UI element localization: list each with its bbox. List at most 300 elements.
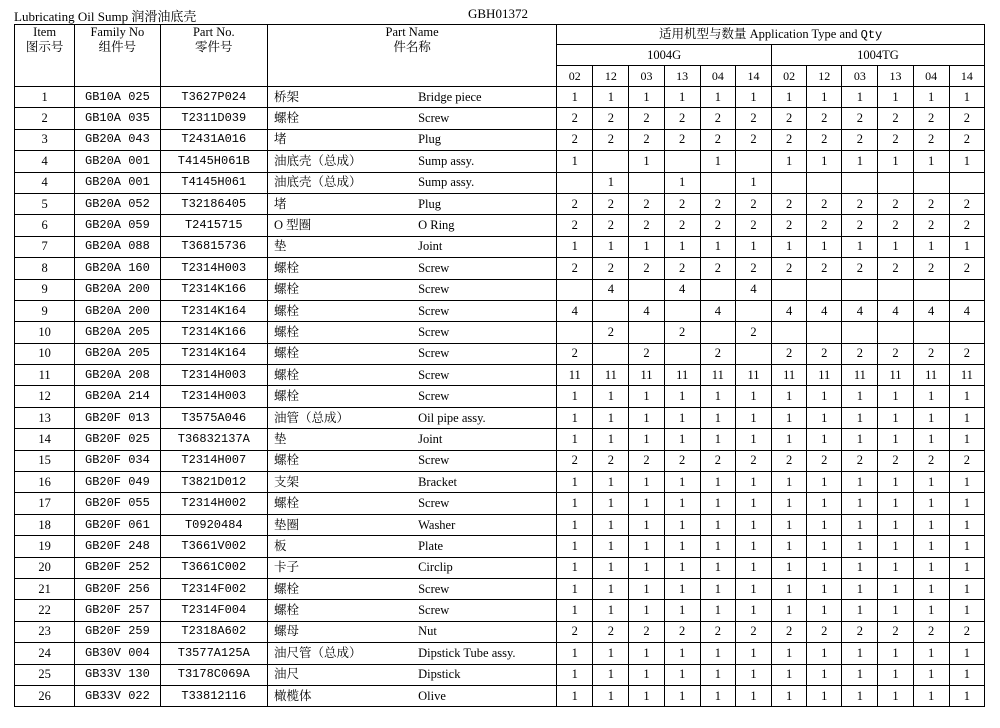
quantity-cell: 1 <box>949 514 984 535</box>
quantity-cell: 4 <box>913 300 949 321</box>
part-number: T2314H003 <box>160 365 267 386</box>
part-name-cn: 螺栓 <box>268 322 413 343</box>
family-header-cn: 组件号 <box>98 40 137 54</box>
quantity-cell: 1 <box>557 685 593 706</box>
part-number: T2314K166 <box>160 322 267 343</box>
item-number: 10 <box>15 322 75 343</box>
item-number: 9 <box>15 300 75 321</box>
part-name-cn: 螺栓 <box>268 578 413 599</box>
part-name-cn: 螺栓 <box>268 493 413 514</box>
quantity-cell: 1 <box>700 429 735 450</box>
quantity-cell: 4 <box>807 300 842 321</box>
quantity-cell: 2 <box>700 621 735 642</box>
part-header-en: Part No. <box>192 25 235 39</box>
document-code: GBH01372 <box>468 6 528 21</box>
quantity-cell: 2 <box>913 129 949 150</box>
item-number: 22 <box>15 600 75 621</box>
quantity-cell: 1 <box>949 493 984 514</box>
quantity-cell: 1 <box>878 87 913 108</box>
quantity-cell: 1 <box>807 236 842 257</box>
part-number: T0920484 <box>160 514 267 535</box>
quantity-cell: 1 <box>629 472 664 493</box>
quantity-cell: 1 <box>949 386 984 407</box>
part-name-en: Screw <box>412 578 557 599</box>
quantity-cell: 1 <box>949 87 984 108</box>
quantity-cell: 2 <box>772 108 807 129</box>
item-number: 3 <box>15 129 75 150</box>
quantity-cell <box>629 172 664 193</box>
name-header-cn: 件名称 <box>393 40 431 54</box>
quantity-cell <box>700 279 735 300</box>
quantity-cell: 1 <box>664 600 700 621</box>
quantity-cell: 1 <box>772 600 807 621</box>
quantity-cell: 2 <box>735 258 771 279</box>
quantity-cell: 1 <box>842 643 878 664</box>
part-name-en: Oil pipe assy. <box>412 407 557 428</box>
quantity-cell: 1 <box>735 557 771 578</box>
item-number: 11 <box>15 365 75 386</box>
quantity-cell: 1 <box>629 87 664 108</box>
table-row <box>15 322 985 343</box>
part-name-cn: 螺栓 <box>268 365 413 386</box>
quantity-cell <box>913 279 949 300</box>
table-row <box>15 643 985 664</box>
quantity-cell: 2 <box>949 343 984 364</box>
item-number: 5 <box>15 193 75 214</box>
quantity-cell: 1 <box>807 685 842 706</box>
quantity-cell: 1 <box>878 536 913 557</box>
quantity-cell: 2 <box>842 193 878 214</box>
family-header-en: Family No <box>90 25 145 39</box>
quantity-cell <box>735 151 771 172</box>
quantity-cell: 2 <box>629 193 664 214</box>
quantity-cell: 2 <box>878 129 913 150</box>
quantity-cell: 1 <box>557 472 593 493</box>
part-number: T2314K164 <box>160 343 267 364</box>
part-number: T4145H061B <box>160 151 267 172</box>
sub-column-header: 12 <box>807 66 842 87</box>
quantity-cell: 1 <box>913 407 949 428</box>
quantity-cell: 1 <box>807 514 842 535</box>
quantity-cell: 1 <box>593 557 629 578</box>
part-name-cn: 油底壳（总成） <box>268 172 413 193</box>
part-name-cn: 堵 <box>268 193 413 214</box>
quantity-cell: 1 <box>735 643 771 664</box>
part-name-en: Sump assy. <box>412 172 557 193</box>
quantity-cell: 2 <box>664 450 700 471</box>
part-name-en: Bracket <box>412 472 557 493</box>
quantity-cell: 1 <box>949 600 984 621</box>
item-header <box>15 25 75 87</box>
item-number: 20 <box>15 557 75 578</box>
quantity-cell: 1 <box>772 386 807 407</box>
quantity-cell: 2 <box>664 322 700 343</box>
quantity-cell: 2 <box>735 193 771 214</box>
quantity-cell <box>735 300 771 321</box>
quantity-cell: 4 <box>772 300 807 321</box>
quantity-cell: 2 <box>772 621 807 642</box>
quantity-cell: 11 <box>878 365 913 386</box>
part-name-en: Screw <box>412 279 557 300</box>
quantity-cell: 1 <box>842 429 878 450</box>
quantity-cell: 1 <box>878 514 913 535</box>
item-number: 19 <box>15 536 75 557</box>
quantity-cell <box>593 151 629 172</box>
part-name-en: Screw <box>412 493 557 514</box>
table-row <box>15 578 985 599</box>
application-header-qty: Qty <box>860 27 883 42</box>
part-header <box>160 25 267 87</box>
quantity-cell: 4 <box>949 300 984 321</box>
quantity-cell: 1 <box>772 407 807 428</box>
quantity-cell: 1 <box>557 643 593 664</box>
quantity-cell: 2 <box>629 343 664 364</box>
quantity-cell: 2 <box>664 621 700 642</box>
family-number: GB20A 059 <box>75 215 160 236</box>
family-number: GB20A 200 <box>75 279 160 300</box>
quantity-cell: 1 <box>629 151 664 172</box>
quantity-cell: 1 <box>772 536 807 557</box>
quantity-cell: 2 <box>949 621 984 642</box>
part-number: T2314F002 <box>160 578 267 599</box>
part-name-cn: 螺栓 <box>268 450 413 471</box>
part-number: T3627P024 <box>160 87 267 108</box>
quantity-cell: 2 <box>735 215 771 236</box>
table-row <box>15 450 985 471</box>
table-row <box>15 493 985 514</box>
quantity-cell: 1 <box>913 151 949 172</box>
part-number: T32186405 <box>160 193 267 214</box>
quantity-cell: 1 <box>629 685 664 706</box>
quantity-cell: 2 <box>949 129 984 150</box>
part-name-cn: 油底壳（总成） <box>268 151 413 172</box>
table-row <box>15 472 985 493</box>
part-name-en: Screw <box>412 108 557 129</box>
part-name-en: O Ring <box>412 215 557 236</box>
quantity-cell: 4 <box>664 279 700 300</box>
quantity-cell: 1 <box>772 643 807 664</box>
quantity-cell: 2 <box>593 129 629 150</box>
quantity-cell <box>664 300 700 321</box>
quantity-cell <box>807 172 842 193</box>
quantity-cell: 1 <box>735 236 771 257</box>
part-name-en: Plug <box>412 193 557 214</box>
table-row <box>15 365 985 386</box>
part-name-cn: 垫 <box>268 429 413 450</box>
part-number: T3661V002 <box>160 536 267 557</box>
item-number: 15 <box>15 450 75 471</box>
part-name-en: Olive <box>412 685 557 706</box>
quantity-cell <box>735 343 771 364</box>
quantity-cell: 2 <box>557 129 593 150</box>
quantity-cell: 2 <box>949 193 984 214</box>
group-1004tg-header: 1004TG <box>772 45 985 66</box>
table-row <box>15 129 985 150</box>
family-number: GB20F 256 <box>75 578 160 599</box>
quantity-cell: 1 <box>593 407 629 428</box>
part-name-en: Screw <box>412 386 557 407</box>
table-row <box>15 600 985 621</box>
item-number: 4 <box>15 172 75 193</box>
part-name-cn: 油尺管（总成） <box>268 643 413 664</box>
quantity-cell: 1 <box>735 429 771 450</box>
quantity-cell: 1 <box>878 557 913 578</box>
quantity-cell <box>557 279 593 300</box>
name-header <box>268 25 557 87</box>
part-number: T2314H007 <box>160 450 267 471</box>
quantity-cell: 1 <box>842 685 878 706</box>
quantity-cell: 11 <box>807 365 842 386</box>
item-number: 18 <box>15 514 75 535</box>
quantity-cell: 1 <box>664 643 700 664</box>
quantity-cell: 1 <box>807 664 842 685</box>
quantity-cell: 1 <box>664 664 700 685</box>
quantity-cell: 1 <box>735 600 771 621</box>
part-name-en: Joint <box>412 429 557 450</box>
part-number: T4145H061 <box>160 172 267 193</box>
quantity-cell: 1 <box>557 386 593 407</box>
quantity-cell: 1 <box>949 151 984 172</box>
quantity-cell: 1 <box>735 172 771 193</box>
item-number: 2 <box>15 108 75 129</box>
quantity-cell: 2 <box>772 343 807 364</box>
item-number: 1 <box>15 87 75 108</box>
quantity-cell: 1 <box>913 685 949 706</box>
part-number: T2314H002 <box>160 493 267 514</box>
quantity-cell: 1 <box>913 87 949 108</box>
family-number: GB20A 214 <box>75 386 160 407</box>
quantity-cell: 1 <box>557 514 593 535</box>
quantity-cell: 1 <box>593 643 629 664</box>
quantity-cell: 1 <box>842 514 878 535</box>
quantity-cell: 1 <box>735 685 771 706</box>
part-number: T3178C069A <box>160 664 267 685</box>
quantity-cell: 1 <box>772 514 807 535</box>
quantity-cell: 1 <box>629 664 664 685</box>
quantity-cell: 1 <box>772 493 807 514</box>
family-number: GB20F 252 <box>75 557 160 578</box>
quantity-cell: 2 <box>735 322 771 343</box>
item-number: 14 <box>15 429 75 450</box>
table-row <box>15 514 985 535</box>
quantity-cell: 1 <box>735 407 771 428</box>
family-number: GB20F 049 <box>75 472 160 493</box>
quantity-cell: 2 <box>700 129 735 150</box>
quantity-cell: 1 <box>629 643 664 664</box>
quantity-cell <box>842 279 878 300</box>
quantity-cell: 1 <box>735 514 771 535</box>
sub-column-header: 03 <box>842 66 878 87</box>
item-number: 4 <box>15 151 75 172</box>
quantity-cell: 1 <box>772 685 807 706</box>
quantity-cell: 2 <box>949 450 984 471</box>
quantity-cell: 1 <box>700 472 735 493</box>
quantity-cell: 1 <box>593 685 629 706</box>
quantity-cell: 1 <box>949 407 984 428</box>
quantity-cell: 1 <box>557 600 593 621</box>
quantity-cell: 2 <box>842 129 878 150</box>
quantity-cell: 1 <box>735 472 771 493</box>
sub-column-header: 04 <box>913 66 949 87</box>
quantity-cell: 2 <box>629 108 664 129</box>
quantity-cell: 1 <box>557 664 593 685</box>
quantity-cell: 1 <box>700 407 735 428</box>
family-number: GB10A 035 <box>75 108 160 129</box>
quantity-cell: 1 <box>913 386 949 407</box>
quantity-cell: 2 <box>735 129 771 150</box>
quantity-cell: 1 <box>593 514 629 535</box>
quantity-cell: 1 <box>949 236 984 257</box>
sub-column-header: 14 <box>949 66 984 87</box>
item-number: 8 <box>15 258 75 279</box>
family-header <box>75 25 160 87</box>
quantity-cell: 1 <box>664 536 700 557</box>
quantity-cell: 1 <box>772 151 807 172</box>
quantity-cell: 2 <box>664 258 700 279</box>
part-number: T2431A016 <box>160 129 267 150</box>
table-body <box>15 87 985 707</box>
quantity-cell: 2 <box>842 343 878 364</box>
quantity-cell: 1 <box>735 386 771 407</box>
item-number: 26 <box>15 685 75 706</box>
family-number: GB20A 200 <box>75 300 160 321</box>
family-number: GB20A 043 <box>75 129 160 150</box>
quantity-cell: 1 <box>878 664 913 685</box>
quantity-cell: 2 <box>913 108 949 129</box>
quantity-cell: 1 <box>557 493 593 514</box>
application-header-cn: 适用机型与数量 <box>658 26 747 41</box>
quantity-cell: 2 <box>629 621 664 642</box>
quantity-cell: 2 <box>664 108 700 129</box>
quantity-cell: 1 <box>629 578 664 599</box>
quantity-cell: 4 <box>735 279 771 300</box>
quantity-cell: 2 <box>913 258 949 279</box>
family-number: GB20A 160 <box>75 258 160 279</box>
quantity-cell: 1 <box>807 407 842 428</box>
item-number: 7 <box>15 236 75 257</box>
table-row <box>15 664 985 685</box>
part-number: T3575A046 <box>160 407 267 428</box>
item-number: 12 <box>15 386 75 407</box>
quantity-cell <box>772 279 807 300</box>
quantity-cell: 1 <box>700 600 735 621</box>
part-name-en: Screw <box>412 450 557 471</box>
part-name-en: Dipstick <box>412 664 557 685</box>
part-name-cn: 螺栓 <box>268 343 413 364</box>
quantity-cell: 1 <box>629 429 664 450</box>
part-name-cn: 橄榄体 <box>268 685 413 706</box>
item-number: 13 <box>15 407 75 428</box>
table-row <box>15 151 985 172</box>
table-row <box>15 236 985 257</box>
part-name-cn: 垫 <box>268 236 413 257</box>
part-number: T2314H003 <box>160 258 267 279</box>
quantity-cell: 2 <box>842 258 878 279</box>
family-number: GB20F 259 <box>75 621 160 642</box>
table-row <box>15 87 985 108</box>
quantity-cell: 2 <box>807 343 842 364</box>
quantity-cell: 1 <box>700 493 735 514</box>
part-name-en: Sump assy. <box>412 151 557 172</box>
quantity-cell: 1 <box>949 664 984 685</box>
quantity-cell: 1 <box>664 172 700 193</box>
quantity-cell: 1 <box>664 493 700 514</box>
family-number: GB20F 061 <box>75 514 160 535</box>
quantity-cell: 2 <box>772 258 807 279</box>
family-number: GB20A 205 <box>75 322 160 343</box>
part-name-en: Dipstick Tube assy. <box>412 643 557 664</box>
part-name-en: Screw <box>412 258 557 279</box>
part-number: T2314F004 <box>160 600 267 621</box>
quantity-cell: 1 <box>913 236 949 257</box>
item-number: 24 <box>15 643 75 664</box>
quantity-cell: 2 <box>842 621 878 642</box>
quantity-cell: 1 <box>878 643 913 664</box>
quantity-cell: 1 <box>557 429 593 450</box>
quantity-cell: 1 <box>913 472 949 493</box>
quantity-cell: 1 <box>629 557 664 578</box>
family-number: GB20A 088 <box>75 236 160 257</box>
family-number: GB33V 130 <box>75 664 160 685</box>
quantity-cell: 1 <box>700 536 735 557</box>
sub-column-header: 02 <box>557 66 593 87</box>
part-name-en: Screw <box>412 343 557 364</box>
quantity-cell: 1 <box>878 600 913 621</box>
part-name-cn: 螺栓 <box>268 279 413 300</box>
family-number: GB20F 025 <box>75 429 160 450</box>
quantity-cell: 2 <box>700 215 735 236</box>
family-number: GB20F 055 <box>75 493 160 514</box>
part-number: T36832137A <box>160 429 267 450</box>
quantity-cell: 2 <box>593 108 629 129</box>
parts-table <box>14 24 985 707</box>
quantity-cell: 1 <box>878 407 913 428</box>
quantity-cell <box>913 172 949 193</box>
table-row <box>15 557 985 578</box>
item-number: 23 <box>15 621 75 642</box>
part-name-cn: 螺栓 <box>268 258 413 279</box>
part-name-en: Washer <box>412 514 557 535</box>
part-name-en: Screw <box>412 600 557 621</box>
application-header-en: Application Type and <box>749 26 858 41</box>
quantity-cell: 1 <box>949 557 984 578</box>
quantity-cell: 2 <box>949 108 984 129</box>
quantity-cell <box>700 322 735 343</box>
quantity-cell: 4 <box>629 300 664 321</box>
family-number: GB20A 001 <box>75 172 160 193</box>
quantity-cell: 1 <box>664 429 700 450</box>
quantity-cell: 11 <box>700 365 735 386</box>
item-number: 10 <box>15 343 75 364</box>
family-number: GB20F 257 <box>75 600 160 621</box>
quantity-cell: 2 <box>913 193 949 214</box>
quantity-cell: 1 <box>735 664 771 685</box>
quantity-cell: 1 <box>807 151 842 172</box>
quantity-cell: 1 <box>735 87 771 108</box>
quantity-cell: 2 <box>593 450 629 471</box>
quantity-cell <box>772 322 807 343</box>
quantity-cell: 4 <box>700 300 735 321</box>
quantity-cell: 2 <box>735 621 771 642</box>
quantity-cell: 2 <box>878 450 913 471</box>
sub-column-header: 04 <box>700 66 735 87</box>
sub-column-header: 02 <box>772 66 807 87</box>
quantity-cell: 1 <box>772 557 807 578</box>
part-number: T36815736 <box>160 236 267 257</box>
quantity-cell: 2 <box>878 108 913 129</box>
quantity-cell: 1 <box>629 493 664 514</box>
quantity-cell: 2 <box>807 621 842 642</box>
